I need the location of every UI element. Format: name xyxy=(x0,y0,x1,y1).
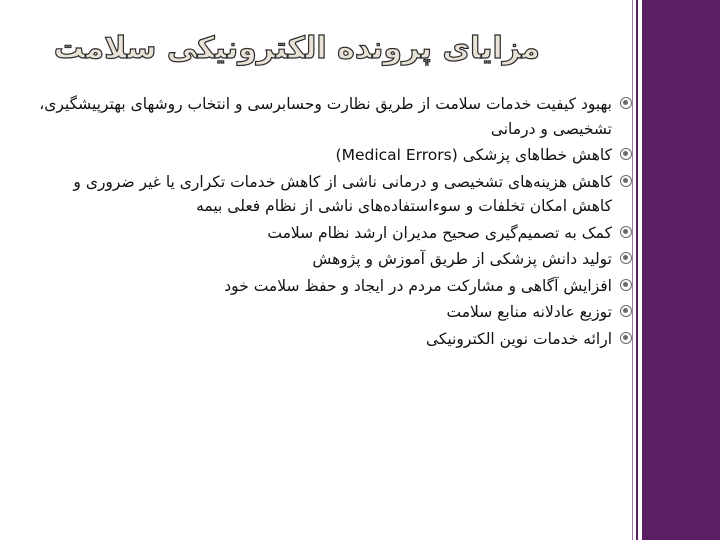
bullet-text: کاهش خطاهای پزشکی (Medical Errors) xyxy=(335,146,612,164)
circle-bullet-icon xyxy=(620,279,632,291)
circle-bullet-icon xyxy=(620,252,632,264)
bullet-text: کمک به تصمیم‌گیری صحیح مدیران ارشد نظام سلامت xyxy=(267,223,612,242)
circle-bullet-icon xyxy=(620,226,632,238)
list-item xyxy=(34,327,634,352)
circle-bullet-icon xyxy=(620,148,632,160)
circle-bullet-icon xyxy=(620,97,632,109)
bullet-list xyxy=(34,92,634,351)
list-item xyxy=(34,247,634,272)
bullet-text: بهبود کیفیت خدمات سلامت از طریق نظارت وحسابرسی و انتخاب روشهای بهترپیشگیری، تشخیصی و درمانی xyxy=(39,95,612,138)
bullet-text: افزایش آگاهی و مشارکت مردم در ایجاد و حفظ سلامت خود xyxy=(224,276,612,295)
list-item xyxy=(34,92,634,141)
list-item xyxy=(34,143,634,168)
slide-title: مزایای پرونده الکترونیکی سلامت xyxy=(53,31,540,66)
bullet-text: توزیع عادلانه منابع سلامت xyxy=(446,303,612,321)
list-item xyxy=(34,170,634,219)
side-accent-band xyxy=(642,0,720,540)
list-item xyxy=(34,274,634,299)
side-rule xyxy=(636,0,638,540)
circle-bullet-icon xyxy=(620,175,632,187)
circle-bullet-icon xyxy=(620,305,632,317)
list-item xyxy=(34,300,634,325)
bullet-text: کاهش هزینه‌های تشخیصی و درمانی ناشی از کاهش خدمات تکراری یا غیر ضروری و کاهش امکان تخلفات و سوءاستفاده‌های ناشی از نظام فعلی بیمه xyxy=(73,172,612,215)
list-item xyxy=(34,221,634,246)
bullet-text: تولید دانش پزشکی از طریق آموزش و پژوهش xyxy=(312,250,612,268)
circle-bullet-icon xyxy=(620,332,632,344)
bullet-text: ارائه خدمات نوین الکترونیکی xyxy=(425,329,612,348)
